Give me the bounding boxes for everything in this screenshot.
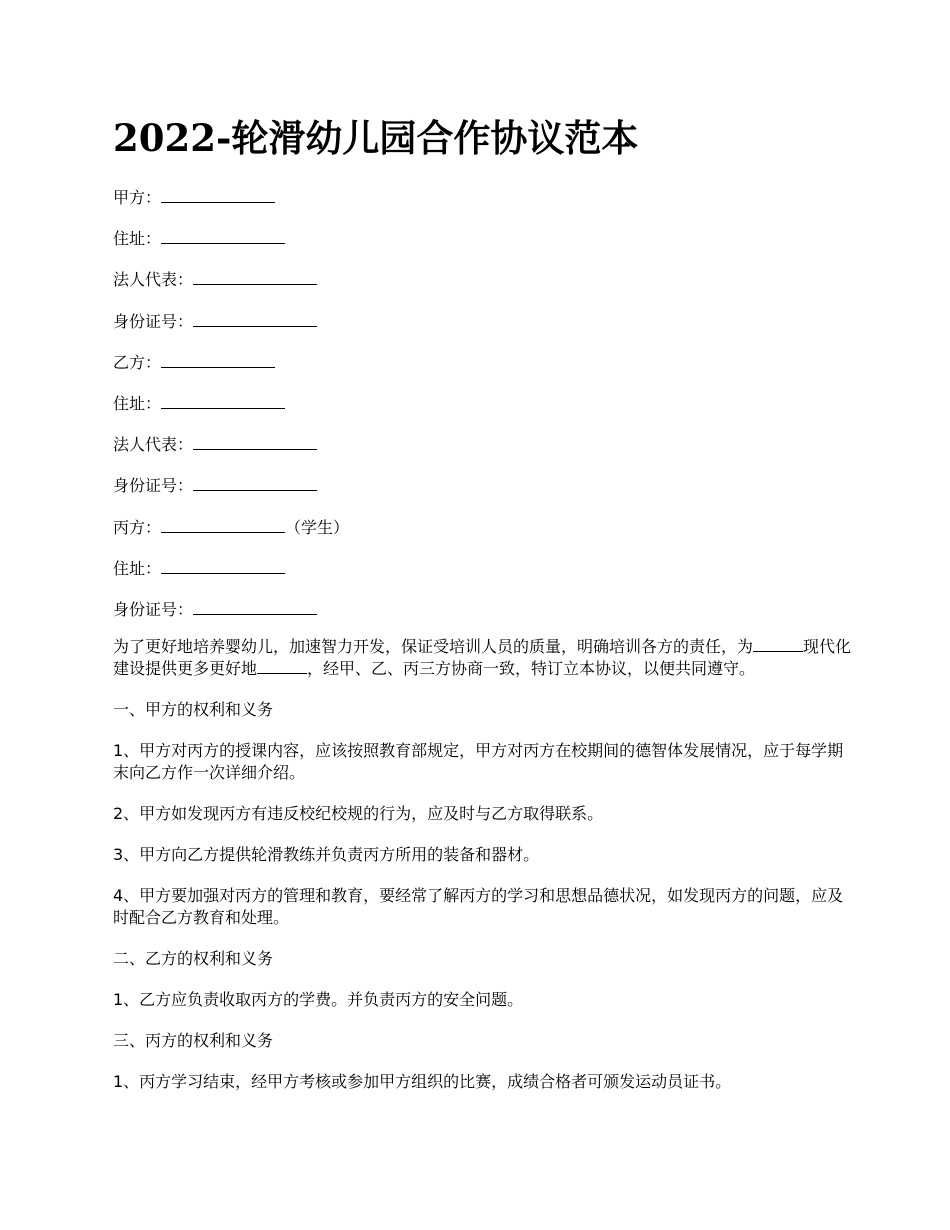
fill-blank: [161, 515, 285, 533]
party-a-name-field: [113, 185, 853, 209]
fill-blank: [193, 267, 317, 285]
section-heading-party-c: 三、丙方的权利和义务: [113, 1031, 274, 1050]
party-b-id-field: [113, 473, 853, 497]
fill-blank: [753, 636, 803, 652]
field-label: 甲方：: [113, 188, 162, 207]
clause-c-1: 1、丙方学习结束，经甲方考核或参加甲方组织的比赛，成绩合格者可颁发运动员证书。: [113, 1072, 732, 1091]
fill-blank: [161, 391, 285, 409]
field-label: 身份证号：: [113, 311, 194, 331]
party-b-name-field: [113, 350, 853, 374]
field-label: 乙方：: [113, 352, 162, 372]
field-label: 身份证号：: [113, 476, 194, 496]
section-heading-party-b: 二、乙方的权利和义务: [113, 949, 274, 968]
field-label: 法人代表：: [113, 435, 194, 455]
clause-a-2: 2、甲方如发现丙方有违反校纪校规的行为，应及时与乙方取得联系。: [113, 804, 604, 823]
document-title: 2022-轮滑幼儿园合作协议范本: [113, 116, 639, 160]
fill-blank: [161, 556, 285, 574]
fill-blank: [161, 185, 275, 203]
field-label: 住址：: [113, 558, 162, 578]
field-label: 住址：: [113, 393, 162, 413]
fill-blank: [193, 309, 317, 327]
fill-blank: [161, 226, 285, 244]
field-suffix: （学生）: [285, 517, 350, 537]
party-info-fields: [113, 185, 853, 638]
party-c-id-field: [113, 597, 853, 621]
fill-blank: [193, 432, 317, 450]
clause-a-1: 1、甲方对丙方的授课内容，应该按照教育部规定，甲方对丙方在校期间的德智体发展情况，应于每学期末向乙方作一次详细介绍。: [113, 741, 844, 782]
party-c-name-field: [113, 515, 853, 539]
clause-b-1: 1、乙方应负责收取丙方的学费。并负责丙方的安全问题。: [113, 990, 524, 1009]
party-a-legal-rep-field: [113, 267, 853, 291]
party-b-address-field: [113, 391, 853, 415]
party-a-id-field: [113, 309, 853, 333]
field-label: 住址：: [113, 229, 162, 249]
intro-text-1: 为了更好地培养婴幼儿，加速智力开发，保证受培训人员的质量，明确培训各方的责任，为: [113, 637, 754, 656]
party-c-address-field: [113, 556, 853, 580]
fill-blank: [161, 350, 275, 368]
party-b-legal-rep-field: [113, 432, 853, 456]
section-heading-party-a: 一、甲方的权利和义务: [113, 700, 274, 719]
fill-blank: [257, 658, 307, 674]
party-a-address-field: [113, 226, 853, 250]
field-label: 法人代表：: [113, 270, 194, 290]
field-label: 身份证号：: [113, 599, 194, 619]
field-label: 丙方：: [113, 517, 162, 537]
fill-blank: [193, 597, 317, 615]
intro-paragraph: [113, 636, 853, 680]
agreement-body: [113, 636, 853, 1112]
intro-text-2: 现代化建设提供更多更好地: [113, 637, 852, 678]
intro-text-3: ，经甲、乙、丙三方协商一致，特订立本协议，以便共同遵守。: [307, 659, 756, 678]
clause-a-3: 3、甲方向乙方提供轮滑教练并负责丙方所用的装备和器材。: [113, 845, 540, 864]
fill-blank: [193, 473, 317, 491]
clause-a-4: 4、甲方要加强对丙方的管理和教育，要经常了解丙方的学习和思想品德状况，如发现丙方的问题，应及时配合乙方教育和处理。: [113, 886, 844, 927]
